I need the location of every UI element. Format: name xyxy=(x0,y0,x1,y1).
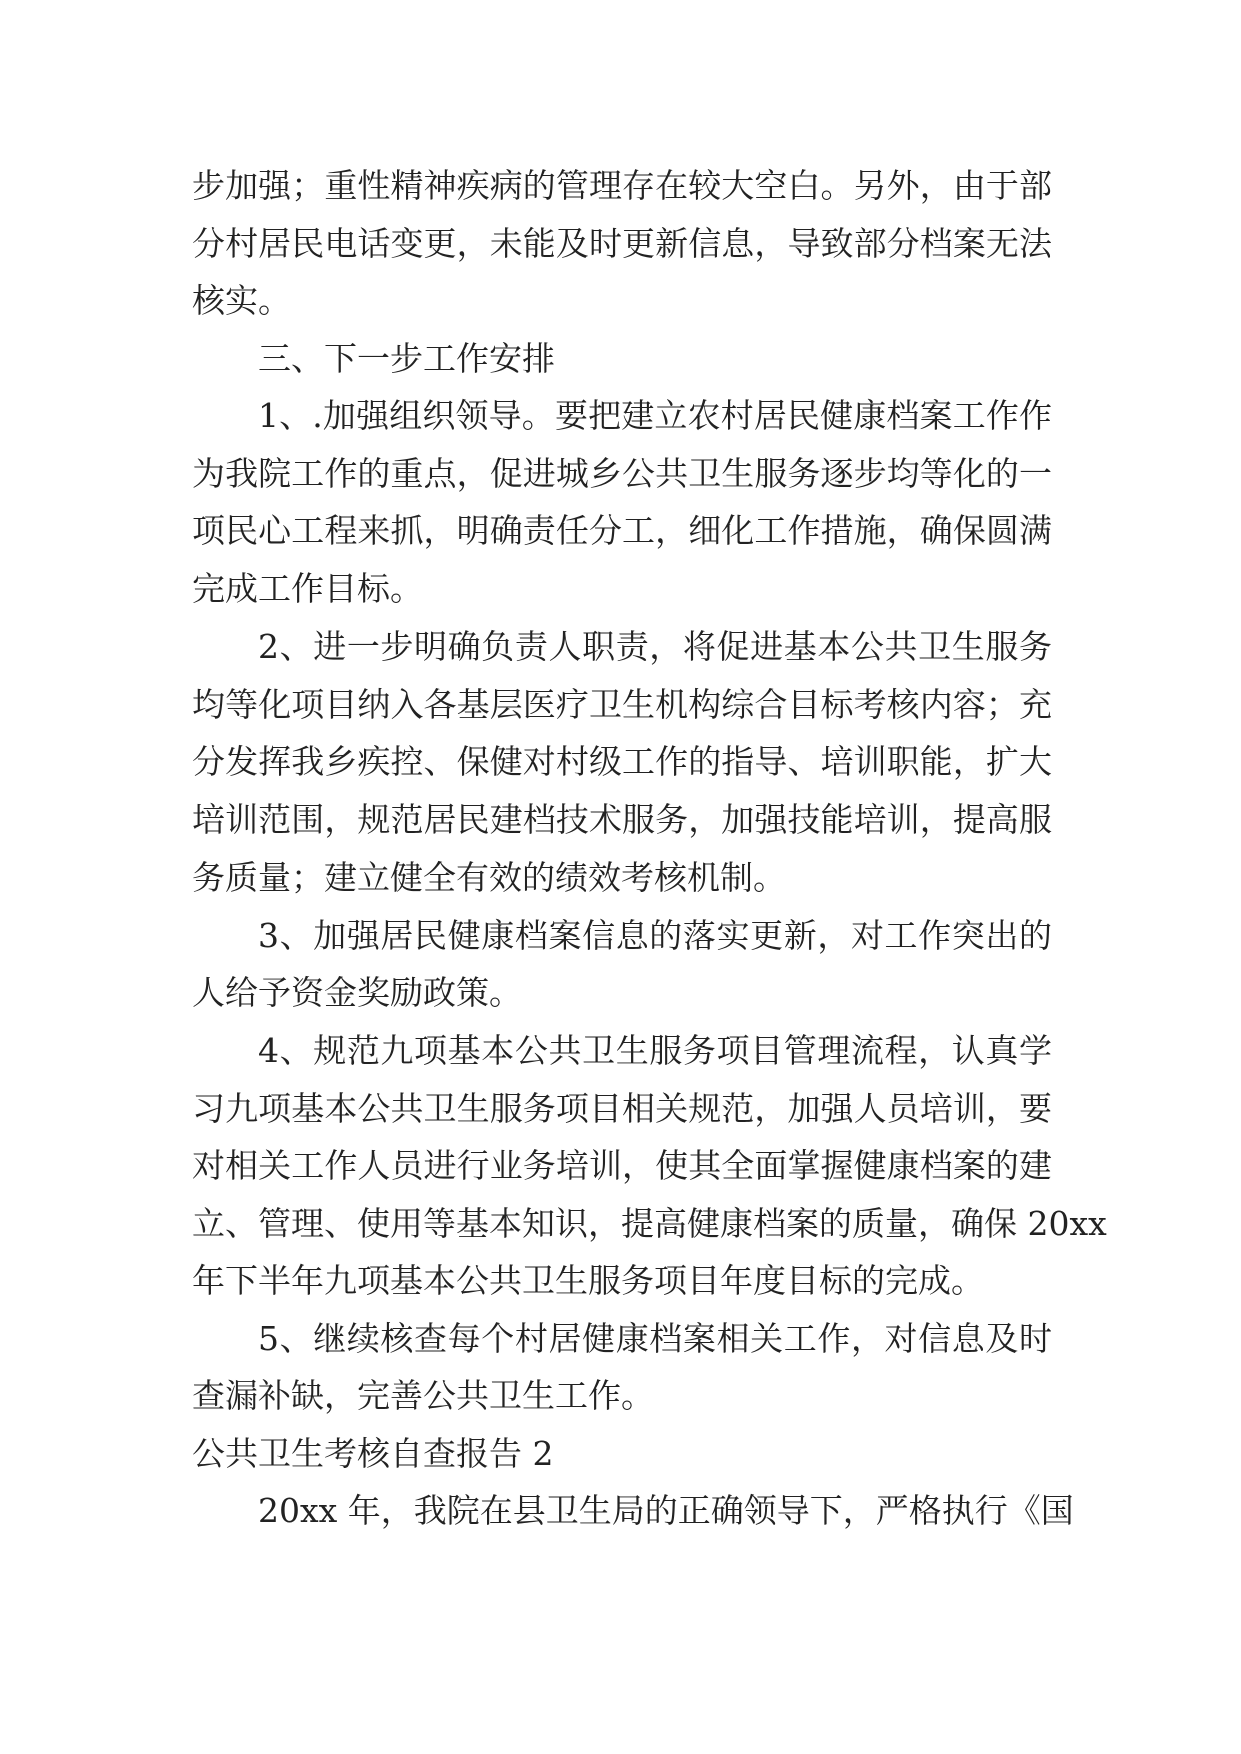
paragraph-line: 查漏补缺，完善公共卫生工作。 xyxy=(192,1376,654,1415)
paragraph-line: 人给予资金奖励政策。 xyxy=(192,973,522,1012)
paragraph-line: 分村居民电话变更，未能及时更新信息，导致部分档案无法 xyxy=(192,224,1052,263)
paragraph-line: 1、.加强组织领导。要把建立农村居民健康档案工作作 xyxy=(258,396,1052,435)
paragraph-line: 年下半年九项基本公共卫生服务项目年度目标的完成。 xyxy=(192,1261,984,1300)
paragraph-line: 步加强；重性精神疾病的管理存在较大空白。另外，由于部 xyxy=(192,166,1052,205)
paragraph-line: 3、加强居民健康档案信息的落实更新，对工作突出的 xyxy=(258,916,1052,955)
paragraph-line: 核实。 xyxy=(192,281,291,320)
paragraph-line: 均等化项目纳入各基层医疗卫生机构综合目标考核内容；充 xyxy=(192,685,1052,724)
paragraph-line: 4、规范九项基本公共卫生服务项目管理流程，认真学 xyxy=(258,1031,1052,1070)
paragraph-line: 分发挥我乡疾控、保健对村级工作的指导、培训职能，扩大 xyxy=(192,742,1052,781)
paragraph-line: 为我院工作的重点，促进城乡公共卫生服务逐步均等化的一 xyxy=(192,454,1052,493)
paragraph-line: 20xx 年，我院在县卫生局的正确领导下，严格执行《国 xyxy=(258,1491,1074,1530)
paragraph-line: 习九项基本公共卫生服务项目相关规范，加强人员培训，要 xyxy=(192,1089,1052,1128)
paragraph-line: 完成工作目标。 xyxy=(192,569,423,608)
paragraph-line: 2、进一步明确负责人职责，将促进基本公共卫生服务 xyxy=(258,627,1052,666)
paragraph-line: 务质量；建立健全有效的绩效考核机制。 xyxy=(192,858,786,897)
paragraph-line: 立、管理、使用等基本知识，提高健康档案的质量，确保 20xx xyxy=(192,1204,1107,1243)
report-title: 公共卫生考核自查报告 2 xyxy=(192,1434,554,1473)
section-heading: 三、下一步工作安排 xyxy=(258,339,555,378)
paragraph-line: 5、继续核查每个村居健康档案相关工作，对信息及时 xyxy=(258,1319,1052,1358)
paragraph-line: 培训范围，规范居民建档技术服务，加强技能培训，提高服 xyxy=(192,800,1052,839)
paragraph-line: 对相关工作人员进行业务培训，使其全面掌握健康档案的建 xyxy=(192,1146,1052,1185)
paragraph-line: 项民心工程来抓，明确责任分工，细化工作措施，确保圆满 xyxy=(192,511,1052,550)
